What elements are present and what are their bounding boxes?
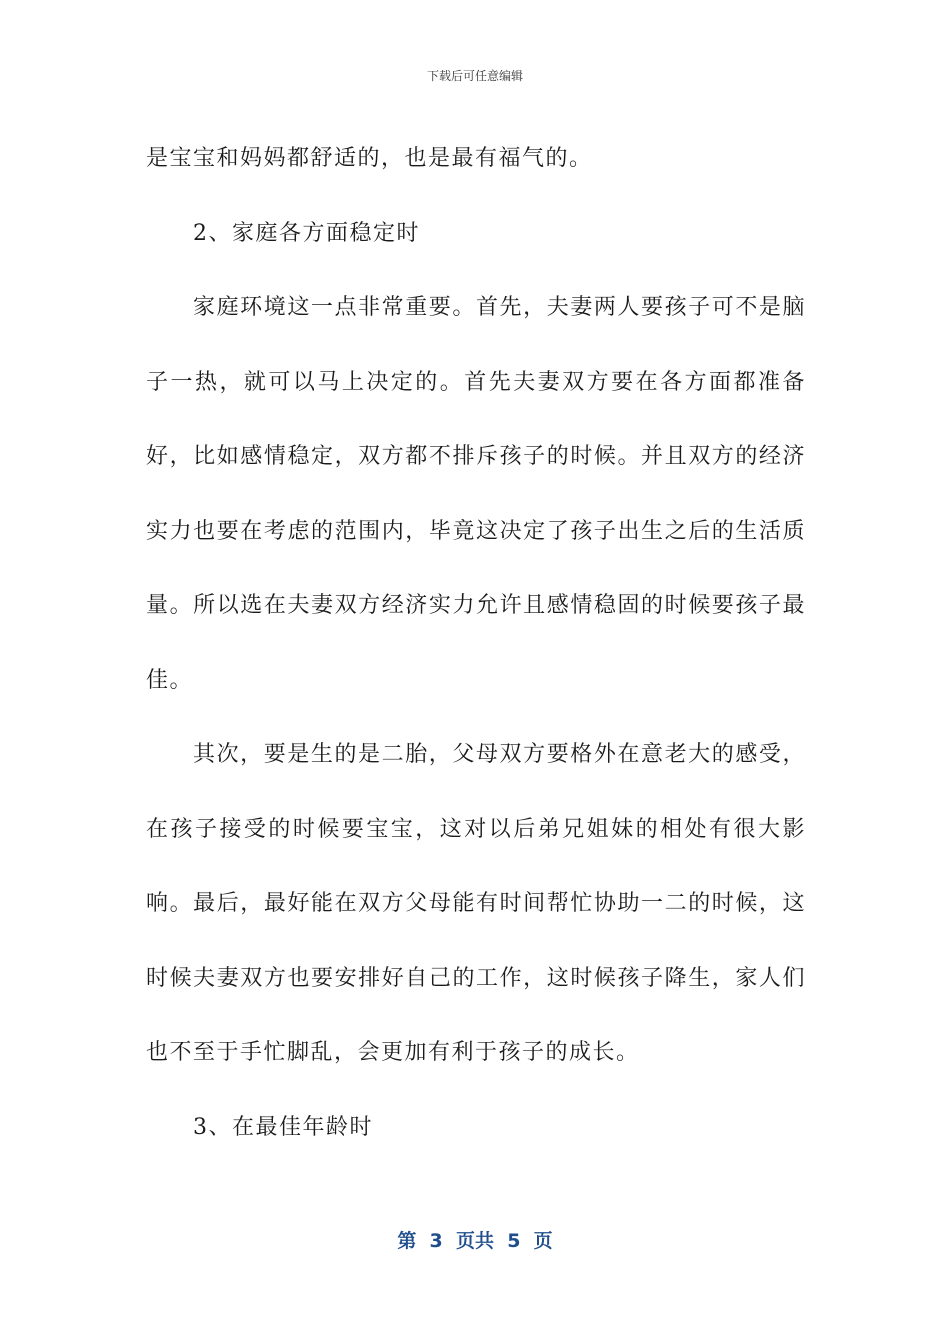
paragraph-second-child: 其次，要是生的是二胎，父母双方要格外在意老大的感受，在孩子接受的时候要宝宝，这对以后弟兄姐妹的相处有很大影响。最后，最好能在双方父母能有时间帮忙协助一二的时候，这时候夫妻双方也要安排好自己的工作，这时候孩子降生，家人们也不至于手忙脚乱，会更加有利于孩子的成长。 <box>146 742 806 1065</box>
section-heading-3: 3、在最佳年龄时 <box>193 1114 373 1140</box>
page-header: 下载后可任意编辑 <box>426 69 523 83</box>
document-body <box>146 122 806 1165</box>
page-number-footer: 第 3 页共 5 页 <box>397 1230 553 1252</box>
paragraph-1: 是宝宝和妈妈都舒适的，也是最有福气的。 <box>146 146 593 171</box>
paragraph-family-environment: 家庭环境这一点非常重要。首先，夫妻两人要孩子可不是脑子一热，就可以马上决定的。首先夫妻双方要在各方面都准备好，比如感情稳定，双方都不排斥孩子的时候。并且双方的经济实力也要在考虑的范围内，毕竟这决定了孩子出生之后的生活质量。所以选在夫妻双方经济实力允许且感情稳固的时候要孩子最佳。 <box>146 295 806 693</box>
section-heading-2: 2、家庭各方面稳定时 <box>193 220 420 246</box>
